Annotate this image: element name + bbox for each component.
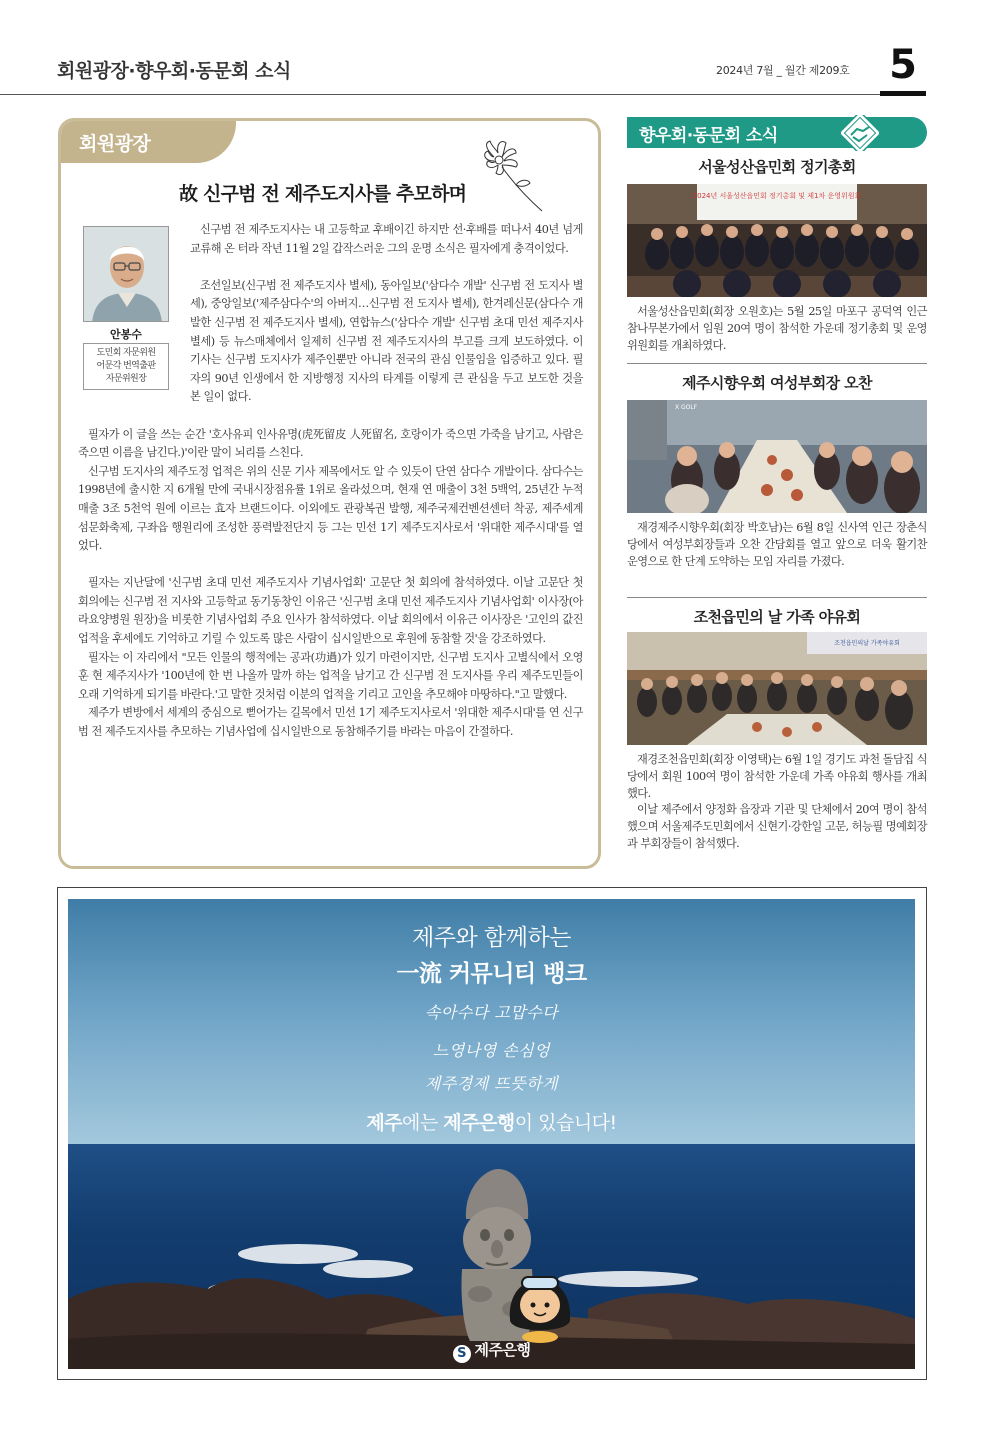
article-section-tab: 회원광장 [61, 121, 236, 163]
jeju-bank-logo [68, 1339, 915, 1363]
ad-tagline: 제주에는 제주은행이 있습니다! [366, 1112, 617, 1134]
page-header [0, 0, 983, 98]
news-divider [627, 363, 927, 364]
news-body [627, 520, 927, 570]
memorial-article [58, 118, 601, 869]
news-photo [627, 632, 927, 745]
news-photo [627, 184, 927, 297]
news-paragraph: 재경제주시향우회(회장 박호남)는 6월 8일 신사역 인근 장춘식당에서 여성부회장들과 오찬 간담회를 열고 앞으로 더욱 활기찬 운영으로 한 단계 도약하는 모임 자리를 가졌다. [627, 521, 927, 568]
ad-headline: 제주와 함께하는 [412, 925, 571, 951]
photo-banner: 조천읍민의날 가족야유회 [834, 640, 900, 647]
article-paragraph: 제주가 변방에서 세계의 중심으로 뻗어가는 길목에서 민선 1기 제주도지사로서 '위대한 제주시대'를 연 신구범 전 제주도지사를 추모하는 기념사업에 십시일반으로 동참해주기를 바라는 마음이 간절하다. [78, 706, 583, 739]
news-title: 서울성산읍민회 정기총회 [698, 158, 856, 176]
group-photo-icon [627, 184, 927, 297]
header-rule [0, 94, 880, 95]
ad-slogan: 느영나영 손심엉 [432, 1041, 551, 1060]
news-divider [627, 597, 927, 598]
news-paragraph: 서울성산읍민회(회장 오원호)는 5월 25일 마포구 공덕역 인근 참나무본가에서 임원 20여 명이 참석한 가운데 정기총회 및 운영위원회를 개최하였다. [627, 305, 927, 352]
jeju-bank-advertisement [68, 899, 915, 1369]
author-role: 어문각 번역출판 [96, 361, 156, 371]
news-paragraph: 이날 제주에서 양정화 읍장과 기관 및 단체에서 20여 명이 참석했으며 서울제주도민회에서 신현기·강한일 고문, 허능필 명예회장과 부회장들이 참석했다. [627, 803, 927, 850]
issue-info: 2024년 7월 _ 월간 제209호 [716, 64, 850, 77]
news-body [627, 304, 927, 354]
page-number: 5 [889, 42, 917, 88]
author-role: 도민회 자문위원 [96, 348, 156, 358]
photo-banner: X GOLF [675, 404, 698, 411]
news-body [627, 752, 927, 853]
chrysanthemum-icon [476, 139, 546, 214]
article-paragraph: 필자는 지난달에 '신구범 초대 민선 제주도지사 기념사업회' 고문단 첫 회의에 참석하였다. 이날 고문단 첫 회의에는 신구범 전 지사와 고등학교 동기동창인 이유근 '신구범 초대 민선 제주도지사 기념사업회' 이사장(아라요양병원 원장)을 비롯한 기념사업회 주요 인사가 참석하였다. 이날 회의에서 이유근 이사장은 '고인의 값진 업적을 후세에도 기억하고 기릴 수 있도록 많은 사람이 십시일반으로 후원에 동참할 것'을 강조하였다. [78, 576, 583, 646]
news-title: 제주시향우회 여성부회장 오찬 [682, 374, 872, 392]
article-title: 故 신구범 전 제주도지사를 추모하며 [179, 183, 467, 205]
article-paragraph: 필자가 이 글을 쓰는 순간 '호사유피 인사유명(虎死留皮 人死留名, 호랑이가 죽으면 가죽을 남기고, 사람은 죽으면 이름을 남긴다.)'이란 말이 뇌리를 스친다. [78, 427, 583, 460]
news-photo [627, 400, 927, 513]
ad-slogan: 제주경제 뜨뜻하게 [424, 1074, 559, 1093]
news-section-title: 향우회·동문회 소식 [639, 126, 778, 146]
handshake-icon [841, 115, 879, 151]
news-section-bar [627, 117, 927, 148]
article-paragraph: 필자는 이 자리에서 "모든 인물의 행적에는 공과(功過)가 있기 마련이지만, 신구범 도지사 고별식에서 오영훈 현 제주지사가 '100년에 한 번 나올까 말까 하는 업적을 남기고 간 신구범 전 도지사를 우리 제주도민들이 오래 기억하게 되기를 바란다.'고 말한 것처럼 이분의 업적을 기리고 고인을 추모해야 마땅하다."고 말했다. [78, 650, 583, 701]
photo-wrap-space [78, 221, 190, 396]
jeju-bank-logo-icon: S [453, 1345, 471, 1363]
news-title: 조천읍민의 날 가족 야유회 [693, 608, 861, 626]
jeju-bank-logo-text: 제주은행 [474, 1341, 531, 1359]
article-body [78, 221, 583, 742]
news-paragraph: 재경조천읍민회(회장 이영택)는 6월 1일 경기도 과천 돌담집 식당에서 회원 100여 명이 참석한 가운데 가족 야유회 행사를 개최했다. [627, 753, 927, 800]
author-name: 안봉수 [110, 328, 142, 341]
luncheon-photo-icon [627, 400, 927, 513]
dolharubang-coast-icon [68, 1129, 915, 1369]
section-title: 회원광장·향우회·동문회 소식 [57, 60, 291, 82]
ad-slogan: 속아수다 고맙수다 [424, 1003, 559, 1022]
ad-headline-bold: 一流 커뮤니티 뱅크 [396, 961, 587, 987]
author-role: 자문위원장 [105, 374, 147, 384]
article-paragraph: 신구범 도지사의 제주도정 업적은 위의 신문 기사 제목에서도 알 수 있듯이 단연 삼다수 개발이다. 삼다수는 1998년에 출시한 지 6개월 만에 국내시장점유률 1위로 올라섰으며, 현재 연 매출이 3천 5백억, 25년간 누적 매출 3조 5천억 원에 이르는 효자 브랜드이다. 이외에도 관광복권 발행, 제주국제컨벤션센터 착공, 제주세계섬문화축제, 구좌읍 행원리에 조성한 풍력발전단지 등 그는 민선 1기 제주도지사로서 '위대한 제주시대'를 열었다. [78, 464, 583, 553]
page-number-bar [880, 91, 926, 96]
photo-banner: 2024년 서울성산읍민회 정기총회 및 제1차 운영위원회 [692, 192, 862, 200]
article-paragraph: 조선일보(신구범 전 제주도지사 별세), 동아일보('삼다수 개발' 신구범 전 도지사 별세), 중앙일보('제주삼다수'의 아버지…신구범 전 도지사 별세), 한겨레신문(삼다수 개발한 신구범 전 제주도지사 별세), 연합뉴스('삼다수 개발' 신구범 초대 민선 제주지사 별세) 등 뉴스매체에서 일제히 신구범 전 제주도지사의 부고를 크게 보도하였다. 이 기사는 신구범 도지사가 제주인뿐만 아니라 전국의 관심 인물임을 입증하고 있다. 필자의 90년 인생에서 한 지방행정 지사의 타계를 이렇게 큰 관심을 두고 보도한 것을 본 일이 없다. [190, 278, 583, 404]
article-paragraph: 신구범 전 제주도지사는 내 고등학교 후배이긴 하지만 선·후배를 떠나서 40년 넘게 교류해 온 터라 작년 11월 2일 갑작스러운 그의 운명 소식은 필자에게 충격이었다. [190, 223, 583, 255]
picnic-photo-icon [627, 632, 927, 745]
